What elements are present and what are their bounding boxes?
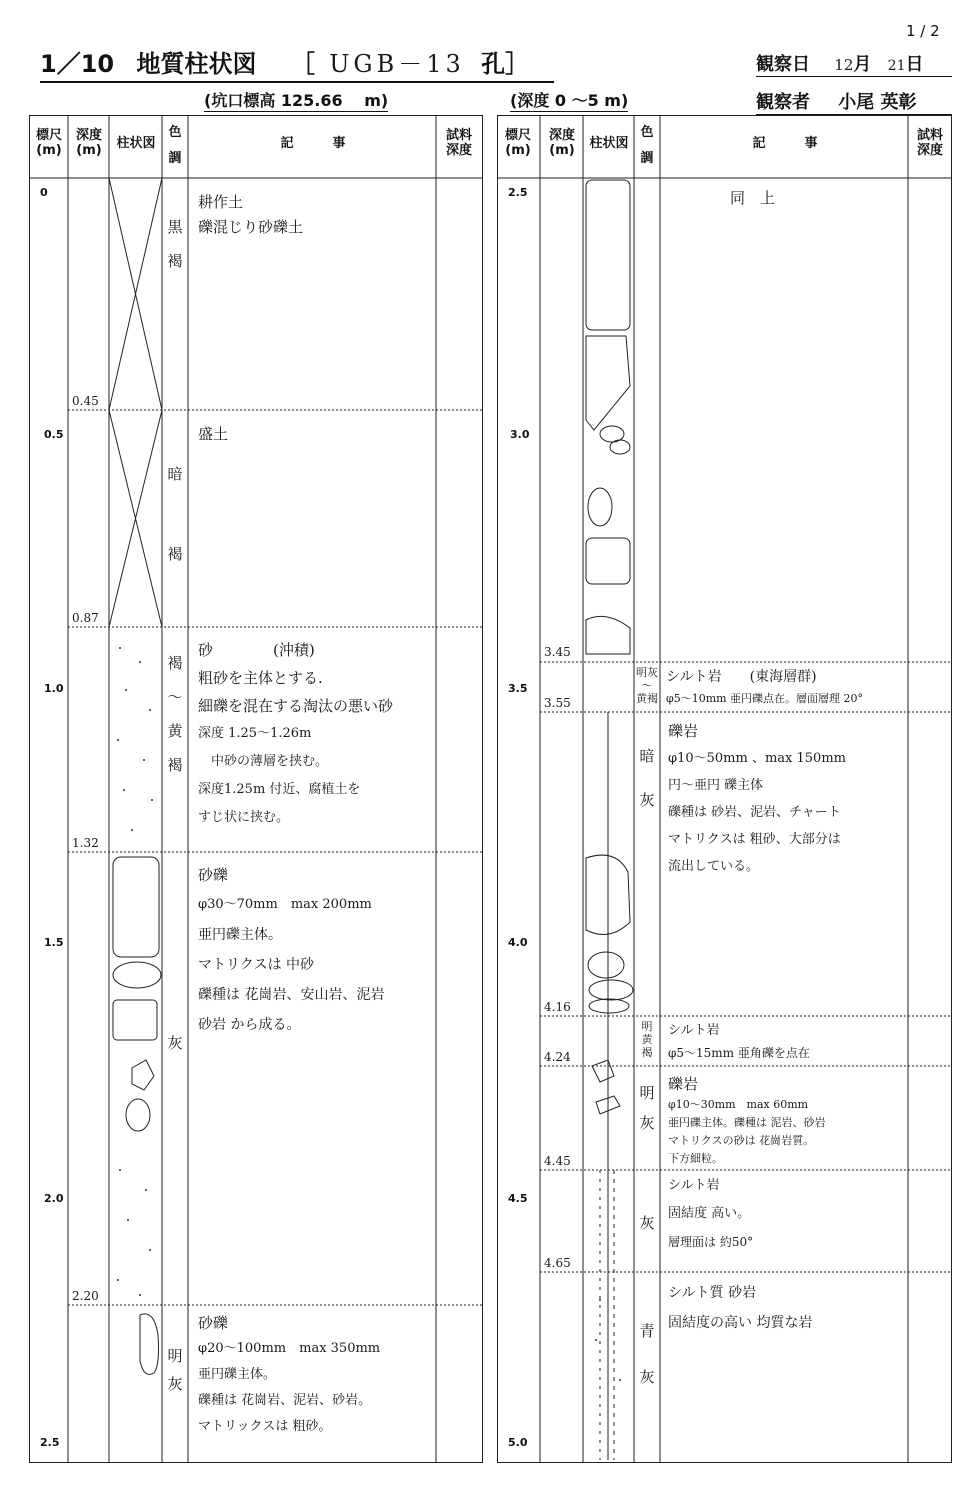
note-line: 深度 1.25〜1.26m [198,726,312,741]
right-depth-5: 4.65 [544,1256,571,1270]
right-depth-1: 3.55 [544,696,571,710]
note-line: 固結度の高い 均質な岩 [668,1315,813,1331]
right-tick-0: 2.5 [508,186,528,199]
borehole-id: UGB－13 [329,50,465,78]
left-note-3 [198,860,384,1040]
right-depth-3: 4.24 [544,1050,571,1064]
left-color-0: 黒 褐 [167,218,183,270]
note-line: 下方細粒。 [668,1152,723,1165]
note-line: 礫種は 砂岩、泥岩、チャート [668,805,841,820]
header-scale-right: 標尺 (m) [504,128,531,158]
header-description-right: 記 事 [752,136,818,151]
note-line: 礫種は 花崗岩、安山岩、泥岩 [198,987,385,1003]
note-line: 層理面は 約50° [668,1235,754,1249]
left-tick-2: 1.0 [44,682,64,695]
date-month: 12 [834,56,854,74]
title-text: 地質柱状図 [136,50,257,78]
left-depth-2: 1.32 [72,836,99,850]
header-color-right: 色 調 [640,125,654,166]
elevation: (坑口標高 125.66 m) [204,88,388,112]
header-depth-right: 深度 (m) [548,128,575,158]
header-scale-left: 標尺 (m) [35,128,62,158]
right-note-0 [730,186,775,211]
note-line: マトリックスは 粗砂。 [198,1419,332,1434]
header-color-left: 色 調 [168,125,182,166]
left-depth-1: 0.87 [72,611,99,625]
left-depth-3: 2.20 [72,1289,99,1303]
right-depth-4: 4.45 [544,1154,571,1168]
note-line: 中砂の薄層を挟む。 [198,754,329,769]
note-line: 円〜亜円 礫主体 [668,778,764,793]
note-line: シルト岩 [668,1178,720,1193]
left-color-2: 褐 〜 黄 褐 [167,654,183,774]
date-label: 観察日 [756,54,810,75]
note-line: φ10〜50mm 、max 150mm [668,751,846,766]
note-line: φ10〜30mm max 60mm [668,1098,809,1111]
note-line: 亜円礫主体。 [198,927,282,943]
note-line: シルト質 砂岩 [668,1285,757,1301]
header-depth-left: 深度 (m) [75,128,102,158]
right-tick-3: 4.0 [508,936,528,949]
note-line: 同 上 [730,189,776,207]
note-line: 砂岩 から成る。 [198,1017,301,1033]
right-note-6 [668,1278,812,1338]
header-column-left: 柱状図 [116,136,156,151]
note-line: 礫混じり砂礫土 [198,218,304,236]
note-line: 耕作土 [198,193,244,211]
right-color-3: 明 灰 [639,1084,655,1132]
observer-name: 小尾 英彰 [838,92,917,113]
page-number: 1 / 2 [906,22,940,40]
right-tick-4: 4.5 [508,1192,528,1205]
note-line: 流出している。 [668,859,760,874]
left-depth-0: 0.45 [72,394,99,408]
note-line: 砂 (沖積) [198,641,315,659]
note-line: 礫種は 花崗岩、泥岩、砂岩。 [198,1393,372,1408]
left-color-3: 灰 [167,1034,183,1052]
day-unit: 日 [905,54,924,75]
note-line: 亜円礫主体。 [198,1367,277,1382]
note-line: マトリクスの砂は 花崗岩質。 [668,1134,815,1147]
right-tick-2: 3.5 [508,682,528,695]
right-tick-5: 5.0 [508,1436,528,1449]
observer-label: 観察者 [756,92,810,113]
header-description-left: 記 事 [280,136,346,151]
month-unit: 月 [853,54,872,75]
note-line: 礫岩 [668,1075,699,1093]
note-line: 盛土 [198,425,229,443]
date-day: 21 [887,58,906,74]
note-line: すじ状に挟む。 [198,810,290,825]
note-line: 深度1.25m 付近、腐植土を [198,782,361,797]
left-tick-0: 0 [40,186,48,199]
left-tick-5: 2.5 [40,1436,60,1449]
note-line: マトリクスは 粗砂、大部分は [668,832,841,847]
note-line: シルト岩 [668,1023,720,1038]
borehole-open-bracket: ［ [290,50,315,78]
header-column-right: 柱状図 [589,136,629,151]
right-depth-0: 3.45 [544,645,571,659]
left-note-2 [198,636,393,832]
note-line: 砂礫 [198,1314,229,1332]
note-line: φ30〜70mm max 200mm [198,897,372,912]
borehole-suffix: 孔］ [481,50,530,78]
right-note-2 [668,718,846,880]
right-color-0: 明灰 〜 黄褐 [636,666,658,705]
scale-label: 1／10 [40,50,115,78]
note-line: 細礫を混在する淘汰の悪い砂 [198,697,394,715]
note-line: 固結度 高い。 [668,1206,751,1221]
right-color-5: 青 灰 [639,1322,655,1386]
right-note-1 [666,666,863,710]
note-line: φ5〜10mm 亜円礫点在。層面層理 20° [666,692,864,705]
left-tick-1: 0.5 [44,428,64,441]
right-tick-1: 3.0 [510,428,530,441]
note-line: 砂礫 [198,866,229,884]
depth-range: (深度 0 〜5 m) [510,88,628,112]
right-note-4 [668,1072,826,1168]
note-line: 亜円礫主体。礫種は 泥岩、砂岩 [668,1116,826,1129]
right-depth-2: 4.16 [544,1000,571,1014]
left-tick-3: 1.5 [44,936,64,949]
header-sample-right: 試料 深度 [916,128,943,158]
right-note-3 [668,1020,810,1064]
left-note-1 [198,422,228,447]
note-line: φ5〜15mm 亜角礫を点在 [668,1046,810,1060]
right-color-4: 灰 [639,1214,655,1232]
header-sample-left: 試料 深度 [445,128,472,158]
note-line: マトリクスは 中砂 [198,957,315,973]
right-color-1: 暗 灰 [639,747,655,809]
left-note-4 [198,1310,380,1440]
note-line: シルト岩 (東海層群) [666,669,817,685]
right-color-2: 明 黄 褐 [641,1020,653,1059]
note-line: 礫岩 [668,722,699,740]
left-tick-4: 2.0 [44,1192,64,1205]
right-note-5 [668,1172,753,1256]
left-color-4: 明 灰 [167,1347,183,1393]
note-line: 粗砂を主体とする. [198,669,323,687]
left-color-1: 暗 褐 [167,465,183,563]
left-note-0 [198,190,303,240]
note-line: φ20〜100mm max 350mm [198,1341,381,1356]
